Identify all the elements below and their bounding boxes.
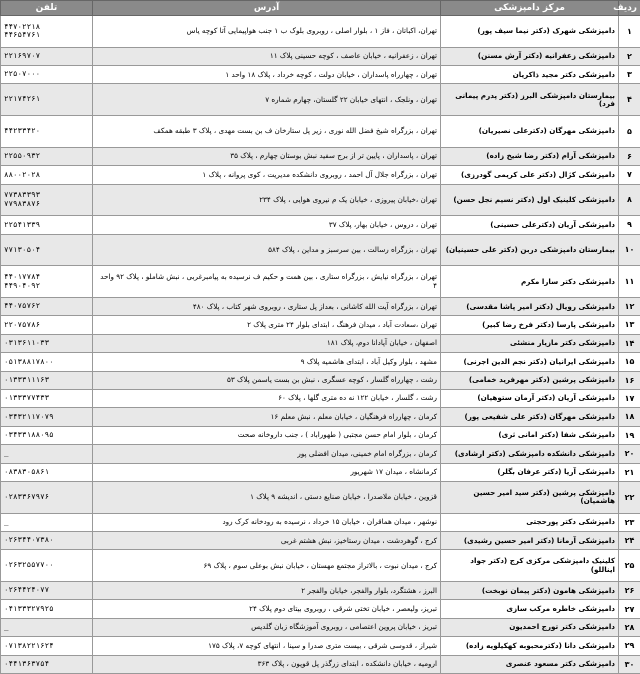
- center-name: دامپزشکی پرشین (دکتر سید امیر حسین هاشمیان): [441, 481, 619, 513]
- center-name: بیمارستان دامپزشکی دربن (دکتر علی حسینیان): [441, 234, 619, 266]
- row-number: ۴: [619, 84, 640, 116]
- center-name: دامپزشکی دکتر پورحجتی: [441, 513, 619, 531]
- row-number: ۱۷: [619, 389, 640, 407]
- table-row: [1, 184, 640, 216]
- row-number: ۲۸: [619, 618, 640, 636]
- address: کرج ، گوهردشت ، میدان رستاخیز، نبش هشتم غربی: [93, 531, 441, 549]
- phone: _: [1, 513, 93, 531]
- row-number: ۲: [619, 47, 640, 65]
- table-row: [1, 47, 640, 65]
- row-number: ۸: [619, 184, 640, 216]
- phone: ۷۷۳۸۳۳۹۳ ۷۷۹۸۳۸۷۶: [1, 184, 93, 216]
- center-name: دامپزشکی خاطره مرکب سازی: [441, 600, 619, 618]
- table-row: [1, 481, 640, 513]
- row-number: ۵: [619, 116, 640, 148]
- phone: ۰۴۴۱۳۶۳۷۵۴: [1, 655, 93, 673]
- table-row: [1, 234, 640, 266]
- row-number: ۱۰: [619, 234, 640, 266]
- center-name: دامپزشکی پارسا (دکتر فرخ رضا کبیر): [441, 316, 619, 334]
- table-row: [1, 116, 640, 148]
- address: کرمانشاه ، میدان ۱۷ شهریور: [93, 463, 441, 481]
- center-name: دامپزشکی آرام (دکتر رضا شیخ زاده): [441, 147, 619, 165]
- address: تهران ، زعفرانیه ، خیابان عاصف ، کوچه حسینی پلاک ۱۱: [93, 47, 441, 65]
- address: تهران ، بزرگراه شیخ فضل الله نوری ، زیر پل ستارخان ف بن بست مهدی ، پلاک ۳ طبقه همکف: [93, 116, 441, 148]
- center-name: دامپزشکی دکتر سارا مکرم: [441, 266, 619, 298]
- phone: ۰۲۸۳۳۶۷۹۷۶: [1, 481, 93, 513]
- center-name: دامپزشکی پرشین (دکتر مهرفرید خمامی): [441, 371, 619, 389]
- table-row: [1, 266, 640, 298]
- address: تهران ، چهارراه پاسداران ، خیابان دولت ، کوچه خرداد ، پلاک ۱۸ واحد ۱: [93, 66, 441, 84]
- row-number: ۳: [619, 66, 640, 84]
- center-name: دامپزشکی آریان (دکتر آرمان ستوهیان): [441, 389, 619, 407]
- phone: ۴۴۰۱۷۷۸۴ ۴۴۹۰۴۰۹۲: [1, 266, 93, 298]
- row-number: ۳۰: [619, 655, 640, 673]
- table-row: [1, 582, 640, 600]
- address: تهران ، بزرگراه جلال آل احمد ، روبروی دانشکده مدیریت ، کوی پروانه ، پلاک ۱: [93, 166, 441, 184]
- address: اصفهان ، خیابان آپادانا دوم، پلاک ۱۸۱: [93, 334, 441, 352]
- row-number: ۱۵: [619, 353, 640, 371]
- row-number: ۹: [619, 216, 640, 234]
- phone: ۷۷۱۳۰۵۰۴: [1, 234, 93, 266]
- phone: ۲۲۵۰۷۰۰۰: [1, 66, 93, 84]
- row-number: ۱۳: [619, 316, 640, 334]
- center-name: بیمارستان دامپزشکی البرز (دکتر پدرم پیمانی فرد): [441, 84, 619, 116]
- center-name: دامپزشکی آریا (دکتر عرفان بگلر): [441, 463, 619, 481]
- row-number: ۲۵: [619, 550, 640, 582]
- table-row: [1, 513, 640, 531]
- phone: _: [1, 618, 93, 636]
- address: تهران ،خیابان پیروزی ، خیابان یک م نیروی هوایی ، پلاک ۲۳۴: [93, 184, 441, 216]
- center-name: دامپزشکی آریان (دکترعلی حسینی): [441, 216, 619, 234]
- center-name: دامپزشکی کژال (دکتر علی کریمی گودرزی): [441, 166, 619, 184]
- row-number: ۲۷: [619, 600, 640, 618]
- center-name: دامپزشکی رویال (دکتر امیر پاشا مقدسی): [441, 297, 619, 315]
- address: کرمان ، بزرگراه امام خمینی، میدان افضلی پور: [93, 445, 441, 463]
- table-row: [1, 618, 640, 636]
- row-number: ۱۴: [619, 334, 640, 352]
- center-name: دامپزشکی دانشکده دامپزشکی (دکتر ارشادی): [441, 445, 619, 463]
- address: کرج ، میدان نبوت ، بالاتراز مجتمع مهستان ، خیابان نبش بوعلی سوم ، پلاک ۶۹: [93, 550, 441, 582]
- address: البرز ، هشتگرد، بلوار والفجر، خیابان والفجر ۲: [93, 582, 441, 600]
- address: کرمان ، چهارراه فرهنگیان ، خیابان معلم ، نبش معلم ۱۶: [93, 408, 441, 426]
- center-name: دامپزشکی شهرک (دکتر نیما سیف پور): [441, 16, 619, 48]
- phone: ۲۲۵۵۰۹۳۲: [1, 147, 93, 165]
- table-row: [1, 66, 640, 84]
- address: تبریز ، خیابان پروین اعتصامی ، روبروی آموزشگاه زبان گلدیس: [93, 618, 441, 636]
- phone: ۲۲۰۷۵۷۸۶: [1, 316, 93, 334]
- address: شیراز ، قدوسی شرقی ، بیست متری صدرا و سینا ، انتهای کوچه ۷، پلاک ۱۷۵: [93, 637, 441, 655]
- table-row: [1, 147, 640, 165]
- address: تهران ، ونلجک ، انتهای خیابان ۲۲ گلستان، چهارم شماره ۷: [93, 84, 441, 116]
- phone: ۴۴۲۳۳۴۲۰: [1, 116, 93, 148]
- table-row: [1, 550, 640, 582]
- address: نوشهر ، میدان هماقران ، خیابان ۱۵ خرداد ، نرسیده به رودخانه کرک رود: [93, 513, 441, 531]
- table-row: [1, 353, 640, 371]
- row-number: ۲۹: [619, 637, 640, 655]
- row-number: ۱۶: [619, 371, 640, 389]
- phone: ۰۳۴۳۲۱۱۷۰۷۹: [1, 408, 93, 426]
- row-number: ۲۱: [619, 463, 640, 481]
- table-row: [1, 637, 640, 655]
- table-row: [1, 531, 640, 549]
- phone: _: [1, 445, 93, 463]
- phone: ۲۲۱۷۴۲۶۱: [1, 84, 93, 116]
- table-row: [1, 371, 640, 389]
- table-row: [1, 166, 640, 184]
- table-row: [1, 216, 640, 234]
- header-row-number: ردیف: [619, 1, 640, 16]
- center-name: دامپزشکی مهرگان (دکتر علی شفیعی پور): [441, 408, 619, 426]
- header-row: [1, 1, 640, 16]
- phone: ۲۲۱۶۹۷۰۷: [1, 47, 93, 65]
- address: رشت ، چهارراه گلسار ، کوچه عسگری ، نبش بن بست یاسمن پلاک ۵۳: [93, 371, 441, 389]
- address: تهران ، پاسداران ، پایین تر از برج سفید نبش بوستان چهارم ، پلاک ۳۵: [93, 147, 441, 165]
- address: کرمان ، بلوار امام حسن مجتبی ( طهوراباد ) ، جنب داروخانه صحت: [93, 426, 441, 444]
- phone: ۰۳۴۳۳۱۸۸۰۹۵: [1, 426, 93, 444]
- address: تهران ، بزرگراه آیت الله کاشانی ، بعداز پل ستاری ، روبروی شهر کتاب ، پلاک ۴۸۰: [93, 297, 441, 315]
- address: تهران ، بزرگراه رسالت ، بین سرسبز و مداین ، پلاک ۵۸۴: [93, 234, 441, 266]
- table-row: [1, 297, 640, 315]
- table-row: [1, 316, 640, 334]
- row-number: ۲۰: [619, 445, 640, 463]
- table-row: [1, 84, 640, 116]
- center-name: دامپزشکی مهرگان (دکترعلی نصیریان): [441, 116, 619, 148]
- address: قزوین ، خیابان ملاصدرا ، خیابان صنایع دستی ، اندیشه ۹ پلاک ۱: [93, 481, 441, 513]
- phone: ۰۲۶۴۴۲۴۰۷۷: [1, 582, 93, 600]
- center-name: دامپزشکی دانا (دکترمحبوبه کهکیلویه زاده): [441, 637, 619, 655]
- center-name: دامپزشکی هامون (دکتر پیمان نوبخت): [441, 582, 619, 600]
- row-number: ۲۴: [619, 531, 640, 549]
- phone: ۰۲۶۳۴۴۰۷۳۸۰: [1, 531, 93, 549]
- address: ارومیه ، خیابان دانشکده ، ابتدای زرگذر پل قوپون ، پلاک ۳۶۳: [93, 655, 441, 673]
- address: تهران ، دروس ، خیابان بهار، پلاک ۳۷: [93, 216, 441, 234]
- table-row: [1, 463, 640, 481]
- center-name: دامپزشکی شفا (دکتر امانی ثری): [441, 426, 619, 444]
- address: تبریز، ولیعصر ، خیابان تختی شرقی ، روبروی بیتای دوم پلاک ۲۴: [93, 600, 441, 618]
- address: تهران ،سعادت آباد ، میدان فرهنگ ، ابتدای بلوار ۲۴ متری پلاک ۲: [93, 316, 441, 334]
- phone: ۰۵۱۳۸۸۱۷۸۰۰: [1, 353, 93, 371]
- phone: ۰۱۳۳۳۱۱۱۶۳: [1, 371, 93, 389]
- address: تهران، اکباتان ، فاز ۱ ، بلوار اصلی ، روبروی بلوک ب ۱ جنب هواپیمایی آتا کوچه یاس: [93, 16, 441, 48]
- row-number: ۱۱: [619, 266, 640, 298]
- table-row: [1, 445, 640, 463]
- header-center: مرکز دامپزشکی: [441, 1, 619, 16]
- header-phone: تلفن: [1, 1, 93, 16]
- phone: ۸۸۰۰۲۰۲۸: [1, 166, 93, 184]
- table-row: [1, 16, 640, 48]
- row-number: ۱۹: [619, 426, 640, 444]
- phone: ۰۲۶۳۲۵۵۷۷۰۰: [1, 550, 93, 582]
- phone: ۰۱۳۳۳۷۷۴۳۳: [1, 389, 93, 407]
- table-row: [1, 389, 640, 407]
- center-name: دامپزشکی کلینیک اول (دکتر نسیم نجل حسن): [441, 184, 619, 216]
- center-name: دامپزشکی زعفرانیه (دکتر آرش مسنن): [441, 47, 619, 65]
- phone: ۰۷۱۳۸۲۲۱۶۲۴: [1, 637, 93, 655]
- table-body: [1, 16, 640, 674]
- center-name: دامپزشکی دکتر مجید ذاکریان: [441, 66, 619, 84]
- header-address: آدرس: [93, 1, 441, 16]
- phone: ۰۴۱۳۳۳۲۷۹۲۵: [1, 600, 93, 618]
- table-row: [1, 426, 640, 444]
- row-number: ۲۲: [619, 481, 640, 513]
- address: تهران ، بزرگراه نیایش ، بزرگراه ستاری ، بین همت و حکیم ف نرسیده به پیامبرغربی ، نبش شاملو ، پلاک ۹۲ واحد ۴: [93, 266, 441, 298]
- row-number: ۲۶: [619, 582, 640, 600]
- phone: ۲۲۵۴۱۳۳۹: [1, 216, 93, 234]
- address: رشت ، گلسار ، خیابان ۱۲۲ نه ده متری گلها ، پلاک ۶۰: [93, 389, 441, 407]
- row-number: ۶: [619, 147, 640, 165]
- table-row: [1, 655, 640, 673]
- phone: ۰۳۱۳۶۱۱۰۳۳: [1, 334, 93, 352]
- table-row: [1, 334, 640, 352]
- table-row: [1, 408, 640, 426]
- address: مشهد ، بلوار وکیل آباد ، ابتدای هاشمیه پلاک ۹: [93, 353, 441, 371]
- phone: ۴۴۷۰۲۲۱۸ ۴۴۶۵۴۷۶۱: [1, 16, 93, 48]
- row-number: ۲۳: [619, 513, 640, 531]
- table-row: [1, 600, 640, 618]
- row-number: ۱: [619, 16, 640, 48]
- center-name: دامپزشکی ایرانیان (دکتر نجم الدین اجرنی): [441, 353, 619, 371]
- center-name: کلینیک دامپزشکی مرکزی کرج (دکتر جواد ایناللو): [441, 550, 619, 582]
- center-name: دامپزشکی دکتر تورج احمدیون: [441, 618, 619, 636]
- row-number: ۱۸: [619, 408, 640, 426]
- row-number: ۱۲: [619, 297, 640, 315]
- phone: ۴۴۰۷۵۷۶۲: [1, 297, 93, 315]
- row-number: ۷: [619, 166, 640, 184]
- center-name: دامپزشکی دکتر مازیار منشئی: [441, 334, 619, 352]
- center-name: دامپزشکی آرمانا (دکتر امیر حسین رشیدی): [441, 531, 619, 549]
- phone: ۰۸۳۸۳۰۵۸۶۱: [1, 463, 93, 481]
- center-name: دامپزشکی دکتر مسعود عنصری: [441, 655, 619, 673]
